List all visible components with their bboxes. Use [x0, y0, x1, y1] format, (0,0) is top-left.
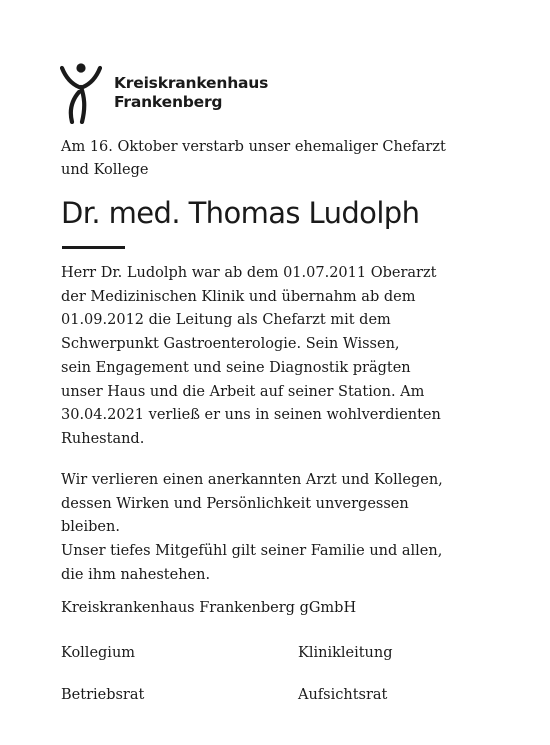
signature-aufsichtsrat: Aufsichtsrat: [298, 687, 388, 703]
person-figure-icon: [60, 62, 102, 124]
signature-kollegium: Kollegium: [61, 645, 136, 661]
logo-line-2: Frankenberg: [114, 93, 223, 111]
logo-line-1: Kreiskrankenhaus: [114, 74, 269, 92]
hospital-logo: [60, 62, 268, 124]
signature-betriebsrat: Betriebsrat: [61, 687, 145, 703]
biography-paragraph: Herr Dr. Ludolph war ab dem 01.07.2011 Oberarzt der Medizinischen Klinik und übernahm ab dem 01.09.2012 die Leitung als Chefarzt mit dem Schwerpunkt Gastroenterologie. Sein Wissen, sein Engagement und seine Diagnostik prägten unser Haus und die Arbeit auf seiner Station. Am 30.04.2021 verließ er uns in seinen wohlverdienten Ruhestand.: [61, 265, 441, 447]
deceased-name: Dr. med. Thomas Ludolph: [61, 196, 420, 230]
divider-rule: [62, 246, 125, 249]
logo-wordmark: [114, 74, 268, 112]
sender-organization: Kreiskrankenhaus Frankenberg gGmbH: [61, 600, 357, 616]
intro-text: Am 16. Oktober verstarb unser ehemaliger Chefarzt und Kollege: [61, 139, 446, 178]
signature-klinikleitung: Klinikleitung: [298, 645, 393, 661]
condolence-paragraph: Wir verlieren einen anerkannten Arzt und Kollegen, dessen Wirken und Persönlichkeit unvergessen bleiben. Unser tiefes Mitgefühl gilt seiner Familie und allen, die ihm nahestehen.: [61, 472, 443, 583]
